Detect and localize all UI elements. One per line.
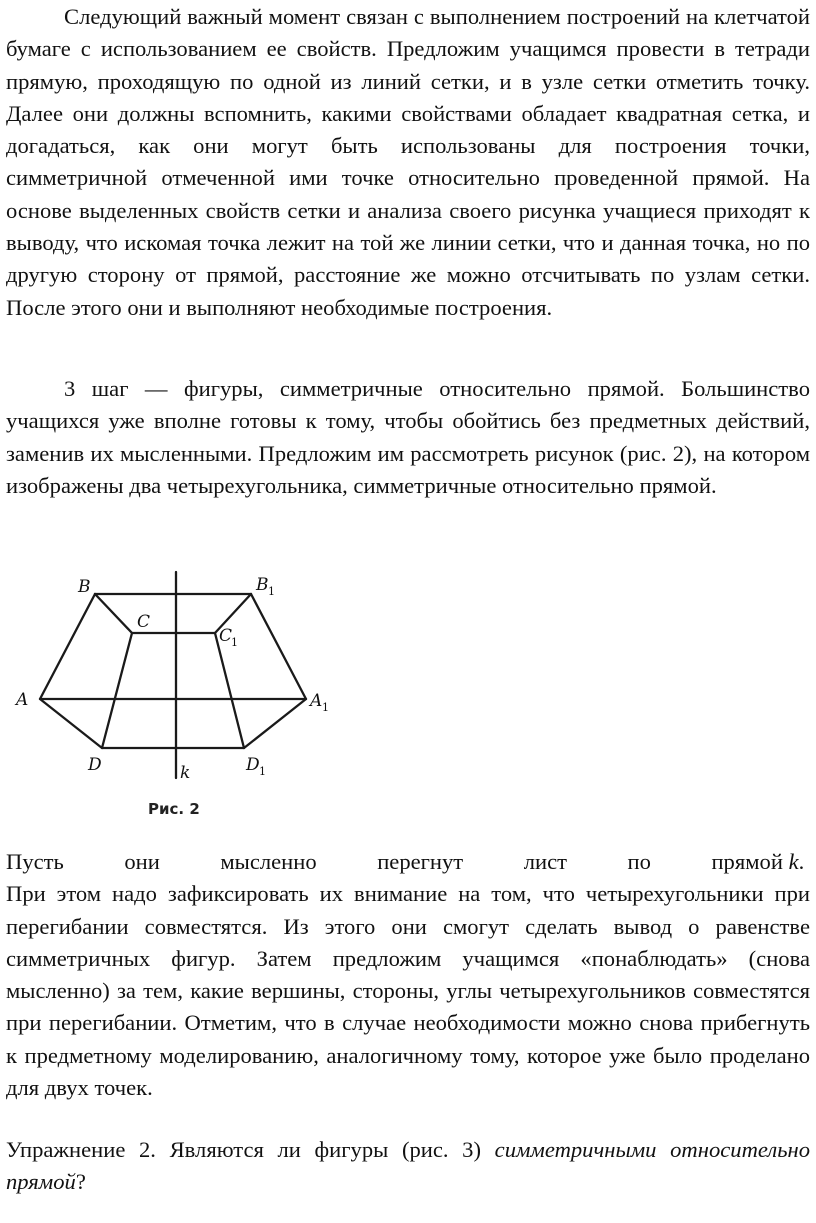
quadrilateral-a1b1c1d1 [215, 594, 306, 748]
label-d: D [88, 755, 102, 775]
word: лист [523, 849, 567, 874]
paragraph-fold-along-k [6, 846, 810, 1104]
word: перегнут [377, 849, 464, 874]
label-b: B [78, 577, 91, 597]
word-group [711, 846, 809, 878]
paragraph3-rest: При этом надо зафиксировать их внимание на том, что четырехугольники при перегибании совместятся. Из этого они смогут сделать вывод о равенстве симметричных фигур. Затем предложим учащимся «понаблюдать» (снова мысленно) за тем, какие вершины, стороны, углы четырехугольников совместятся при перегибании. Отметим, что в случае необходимости можно снова прибегнуть к предметному моделированию, аналогичному тому, которое уже было проделано для двух точек. [6, 881, 810, 1101]
label-k: k [180, 763, 191, 783]
word: прямой [711, 849, 783, 874]
paragraph-step-3: 3 шаг — фигуры, симметричные относительно прямой. Большинство учащихся уже вполне готовы к тому, чтобы обойтись без предметных действий, заменив их мысленными. Предложим им рассмотреть рисунок (рис. 2), на котором изображены два четырехугольника, симметричные относительно прямой. [6, 376, 810, 498]
exercise-2-italic: симметричными относительно прямой [6, 1137, 810, 1195]
word: Пусть [6, 849, 64, 874]
label-c: C [137, 612, 151, 632]
label-a1: A [310, 691, 323, 711]
italic-k: k [788, 849, 799, 874]
figure-caption: Рис. 2 [148, 800, 200, 818]
label-d1: D [246, 755, 260, 775]
period: . [798, 849, 805, 874]
word: мысленно [220, 849, 317, 874]
exercise-2 [6, 1134, 810, 1199]
label-a1-subscript: 1 [322, 701, 329, 714]
exercise-2-text: Упражнение 2. Являются ли фигуры (рис. 3) [6, 1137, 495, 1162]
label-c1-subscript: 1 [231, 636, 238, 649]
quadrilateral-abcd [40, 594, 132, 748]
label-b1: B [256, 575, 269, 595]
label-c1: C [219, 626, 233, 646]
label-b1-subscript: 1 [268, 585, 275, 598]
paragraph3-first-line [6, 846, 810, 878]
word: они [124, 849, 160, 874]
label-a: A [16, 690, 29, 710]
figure-2-symmetric-quadrilaterals [6, 566, 366, 832]
word: по [627, 849, 651, 874]
exercise-2-end: ? [75, 1169, 86, 1195]
paragraph-grid-construction: Следующий важный момент связан с выполнением построений на клетчатой бумаге с использованием ее свойств. Предложим учащимся провести в тетради прямую, проходящую по одной из линий сетки, и в узле сетки отметить точку. Далее они должны вспомнить, какими свойствами обладает квадратная сетка, и догадаться, как они могут быть использованы для построения точки, симметричной отмеченной ими точке относительно проведенной прямой. На основе выделенных свойств сетки и анализа своего рисунка учащиеся приходят к выводу, что искомая точка лежит на той же линии сетки, что и данная точка, но по другую сторону от прямой, расстояние же можно отсчитывать по узлам сетки. После этого они и выполняют необходимые построения. [6, 4, 810, 320]
label-d1-subscript: 1 [259, 765, 266, 778]
